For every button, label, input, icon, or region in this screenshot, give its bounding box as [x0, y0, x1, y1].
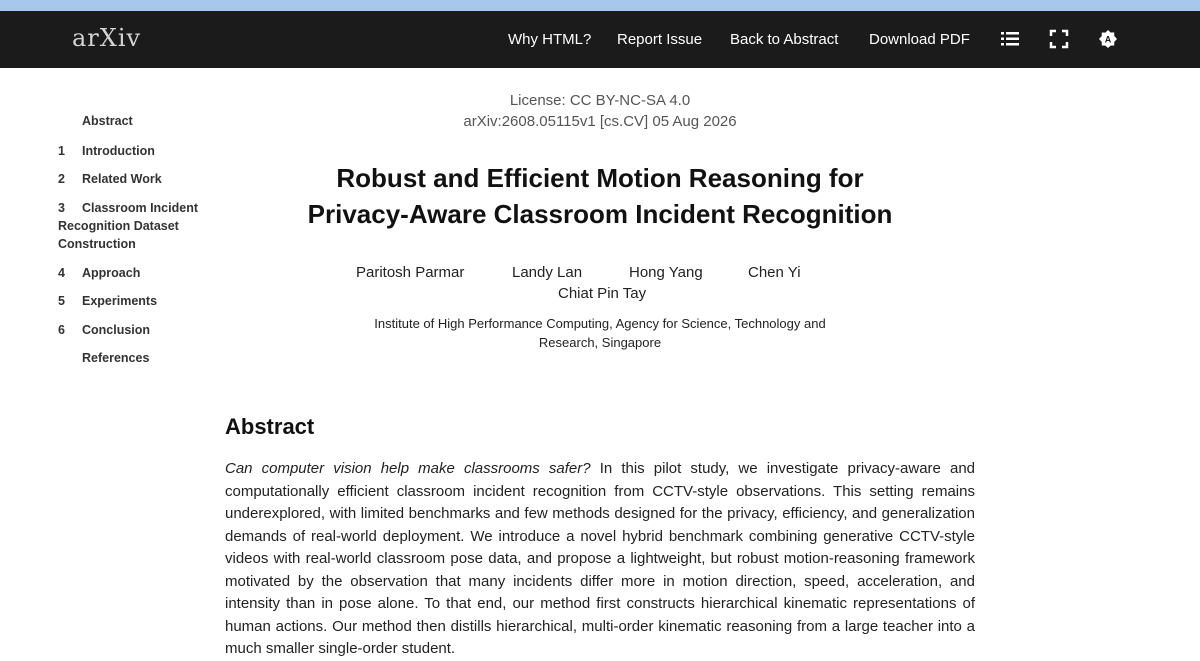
author-name: Chiat Pin Tay [558, 285, 647, 302]
paper-title-line-1: Robust and Efficient Motion Reasoning for [336, 163, 864, 193]
abstract-body [225, 458, 975, 661]
toc-item-related-work[interactable]: 2 Related Work [58, 172, 162, 186]
arxiv-identifier: arXiv:2608.05115v1 [cs.CV] 05 Aug 2026 [463, 113, 737, 130]
abstract-heading: Abstract [225, 414, 315, 439]
browser-top-strip [0, 0, 1200, 11]
toc-item-conclusion[interactable]: 6 Conclusion [58, 323, 151, 337]
arxiv-logo[interactable]: arXiv [72, 24, 142, 52]
download-pdf-link[interactable]: Download PDF [869, 31, 970, 48]
author-name: Chen Yi [748, 264, 801, 281]
table-of-contents-icon[interactable] [1000, 29, 1020, 49]
abstract-text: In this pilot study, we investigate privacy-aware and computationally efficient classroom incident recognition from CCTV-style observations. This setting remains underexplored, with limited benchmarks and few methods designed for the privacy, efficiency, and generalization demands of real-world deployment. We introduce a novel hybrid benchmark combining generative CCTV-style videos with real-world classroom pose data, and propose a lightweight, but robust motion-reasoning framework motivated by the observation that many incidents differ more in motion direction, speed, acceleration, and intensity than in pose alone. To that end, our method first constructs hierarchical kinematic representations of human actions. Our method then distills hierarchical, multi-order kinematic reasoning from a large teacher into a much smaller single-order student. [225, 460, 975, 657]
toc-item-dataset-construction[interactable]: 3 Classroom Incident Recognition Dataset Construction [58, 201, 198, 251]
toc-item-references[interactable]: References [82, 351, 150, 365]
fullscreen-icon[interactable] [1049, 29, 1069, 49]
abstract-lead-question: Can computer vision help make classrooms safer? [225, 460, 591, 477]
top-navbar [0, 11, 1200, 68]
toc-item-experiments[interactable]: 5 Experiments [58, 294, 158, 308]
report-issue-link[interactable]: Report Issue [617, 31, 703, 48]
paper-title [300, 160, 900, 232]
author-name: Paritosh Parmar [356, 264, 465, 281]
theme-toggle-icon[interactable] [1098, 29, 1118, 49]
why-html-link[interactable]: Why HTML? [508, 31, 592, 48]
back-to-abstract-link[interactable]: Back to Abstract [730, 31, 839, 48]
paper-title-line-2: Privacy-Aware Classroom Incident Recognition [307, 199, 893, 229]
toc-item-abstract[interactable]: Abstract [82, 114, 133, 128]
toc-item-approach[interactable]: 4 Approach [58, 266, 141, 280]
author-affiliation: Institute of High Performance Computing, Agency for Science, Technology and Research, Singapore [374, 316, 826, 350]
author-name: Hong Yang [629, 264, 703, 281]
svg-text:A: A [1104, 34, 1112, 45]
author-name: Landy Lan [512, 264, 583, 281]
toc-item-introduction[interactable]: 1 Introduction [58, 144, 155, 158]
license-line: License: CC BY-NC-SA 4.0 [509, 92, 691, 109]
